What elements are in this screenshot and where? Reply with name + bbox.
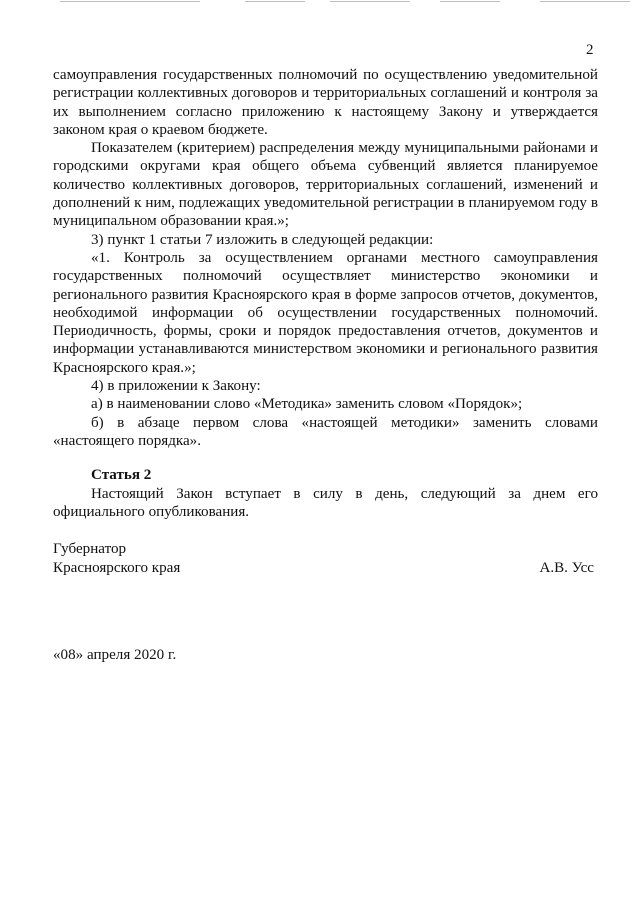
paragraph: б) в абзаце первом слова «настоящей методики» заменить словами «настоящего порядка». (53, 414, 598, 449)
paragraph: Показателем (критерием) распределения между муниципальными районами и городскими округами края общего объема субвенций является планируемое количество коллективных договоров, территориальных соглашений, изменений и дополнений к ним, подлежащих уведомительной регистрации в планируемом году в муниципальном образовании края.»; (53, 140, 598, 230)
signature-title-line2: Красноярского края (53, 560, 181, 576)
paragraph: 3) пункт 1 статьи 7 изложить в следующей редакции: (91, 231, 434, 248)
article-heading: Статья 2 (91, 467, 152, 484)
paragraph: «1. Контроль за осуществлением органами местного самоуправления государственных полномочий осуществляет министерство экономики и регионального развития Красноярского края в форме запросов отчетов, документов, необходимой информации об осуществлении государственных полномочий. Периодичность, формы, сроки и порядок предоставления отчетов, документов и информации устанавливаются министерством экономики и регионального развития Красноярского края.»; (53, 249, 598, 376)
paragraph: самоуправления государственных полномочий по осуществлению уведомительной регистрации коллективных договоров и территориальных соглашений и контроля за их выполнением согласно приложению к настоящему Закону и утверждается законом края о краевом бюджете. (53, 67, 598, 138)
page-number: 2 (586, 42, 594, 58)
article-text: Настоящий Закон вступает в силу в день, следующий за днем его официального опубликования. (53, 485, 598, 520)
signature-block (53, 540, 598, 578)
paragraph: 4) в приложении к Закону: (91, 378, 261, 395)
signatory-name: А.В. Усс (539, 560, 594, 576)
document-body (53, 66, 598, 521)
signature-title-line1: Губернатор (53, 541, 127, 557)
paragraph: а) в наименовании слово «Методика» заменить словом «Порядок»; (91, 396, 523, 413)
top-scan-marks (0, 0, 637, 8)
document-date: «08» апреля 2020 г. (53, 647, 177, 663)
